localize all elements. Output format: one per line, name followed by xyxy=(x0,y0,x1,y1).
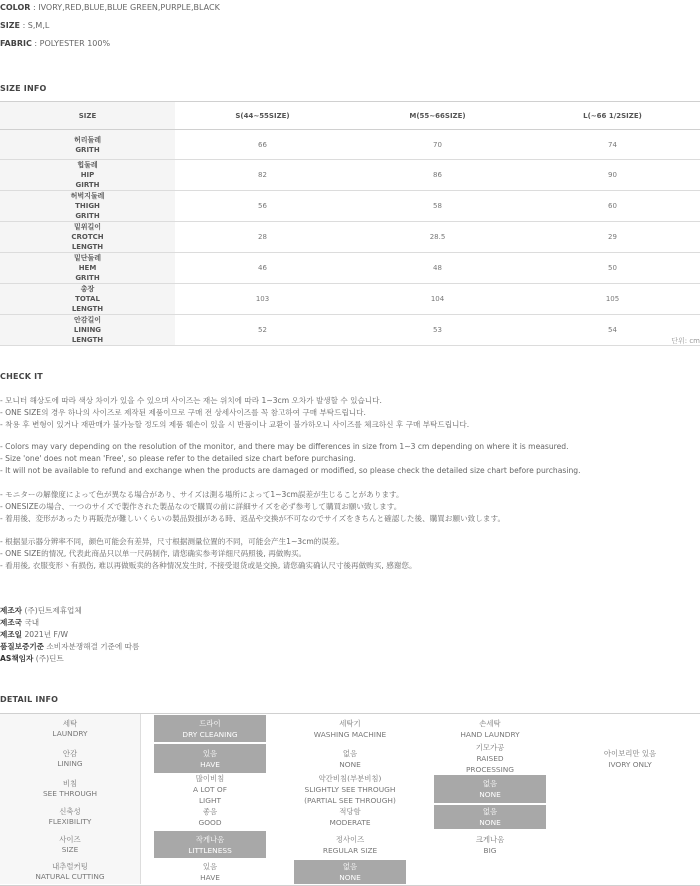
detail-option-line: RAISED xyxy=(476,754,504,763)
warranty-value: 소비자분쟁해결 기준에 따름 xyxy=(46,642,140,651)
size-row-label-line: 허리둘레 xyxy=(73,135,102,144)
size-value-cell: 58 xyxy=(350,191,525,222)
detail-row-label-line: 사이즈 xyxy=(59,834,81,844)
detail-option-selected xyxy=(154,715,266,742)
detail-option xyxy=(154,806,266,828)
size-row-label xyxy=(0,191,175,222)
detail-option-line: SLIGHTLY SEE THROUGH xyxy=(304,784,396,794)
detail-option-line: DRY CLEANING xyxy=(182,729,238,739)
size-row-label-line: LENGTH xyxy=(71,243,104,251)
size-row-label-line: 힙둘레 xyxy=(77,161,98,169)
date-label: 제조일 xyxy=(0,630,23,639)
color-value: : IVORY,RED,BLUE,BLUE GREEN,PURPLE,BLACK xyxy=(33,3,220,12)
check-it-line: - 着用後、変形があったり再販売が難しいくらいの製品毀損がある時、返品や交換が不可なのでサイズをきちんと確認した後、購買お願い致します。 xyxy=(0,514,506,523)
detail-option-line: 손세탁 xyxy=(479,718,501,728)
size-value-cell: 53 xyxy=(350,315,525,346)
detail-row-label-line: SIZE xyxy=(61,844,79,854)
detail-option-line: 약간비침(부분비침) xyxy=(318,773,382,783)
detail-option-line: 크게나옴 xyxy=(475,834,505,844)
check-it-line: - 모니터 해상도에 따라 색상 차이가 있을 수 있으며 사이즈는 재는 위치에 따라 1~3cm 오차가 발생할 수 있습니다. xyxy=(0,396,382,405)
check-it-line: - ONE SIZE的情况, 代表此商品只以单一尺码制作, 请您确实参考详细尺码照後, 再做购买。 xyxy=(0,549,307,558)
detail-row-label-line: 세탁 xyxy=(62,718,78,728)
unit-label: 단위: cm xyxy=(671,337,700,345)
size-header-s: S(44~55SIZE) xyxy=(175,102,350,130)
detail-option-line: GOOD xyxy=(198,818,222,827)
detail-option-line: 있음 xyxy=(202,748,218,758)
detail-option-line: 적당함 xyxy=(339,807,361,816)
detail-option-line: 드라이 xyxy=(199,718,221,728)
country-label: 제조국 xyxy=(0,618,23,627)
detail-option-selected xyxy=(434,805,546,829)
check-it-title: CHECK IT xyxy=(0,372,43,381)
size-row-label xyxy=(0,160,175,191)
detail-option-line: REGULAR SIZE xyxy=(322,845,378,855)
size-value-cell: 82 xyxy=(175,160,350,191)
detail-option xyxy=(294,718,406,740)
check-it-line: - Colors may vary depending on the resolution of the monitor, and there may be differences in size from 1~3 cm depending on where it is measured. xyxy=(0,442,569,451)
detail-option-line: A LOT OF xyxy=(192,784,227,794)
warranty-label: 품질보증기준 xyxy=(0,642,45,651)
size-row-label-line: GIRTH xyxy=(75,181,100,189)
detail-option-line: 없음 xyxy=(482,807,498,816)
detail-option-selected xyxy=(294,860,406,884)
detail-option-line: NONE xyxy=(339,873,361,882)
detail-option-line: 많이비침 xyxy=(195,773,225,783)
size-row-label xyxy=(0,130,175,160)
size-value-cell: 29 xyxy=(525,222,700,253)
size-row-label xyxy=(0,253,175,284)
detail-option-line: MODERATE xyxy=(329,818,371,827)
size-info-title: SIZE INFO xyxy=(0,84,47,93)
color-info xyxy=(0,3,220,12)
size-row xyxy=(0,315,700,346)
size-value-cell: 66 xyxy=(175,130,350,160)
size-value-cell: 70 xyxy=(350,130,525,160)
size-table xyxy=(0,101,700,346)
detail-option-line: 있음 xyxy=(202,862,218,871)
size-row-label-line: LINING xyxy=(73,326,102,334)
fabric-info xyxy=(0,39,110,48)
detail-row-label-line: LINING xyxy=(57,758,83,768)
as-label: AS책임자 xyxy=(0,654,34,663)
as-value: (주)딘트 xyxy=(35,654,64,663)
detail-option-selected xyxy=(154,831,266,858)
detail-option-line: BIG xyxy=(483,845,497,855)
size-value-cell: 28.5 xyxy=(350,222,525,253)
check-it-line: - 착용 후 변형이 있거나 재판매가 불가능할 정도의 제품 훼손이 있을 시 반품이나 교환이 불가하오니 사이즈를 체크하신 후 구매 부탁드립니다. xyxy=(0,420,470,429)
size-row-label-line: GRITH xyxy=(75,212,100,220)
detail-row-label-line: LAUNDRY xyxy=(52,728,88,738)
date-row xyxy=(0,629,68,640)
detail-option xyxy=(294,748,406,770)
size-row-label-line: GRITH xyxy=(75,145,100,154)
detail-row-label xyxy=(0,835,140,855)
detail-row-label xyxy=(0,749,140,769)
detail-row-label-line: 안감 xyxy=(62,748,78,758)
size-value-cell: 46 xyxy=(175,253,350,284)
size-value-cell: 48 xyxy=(350,253,525,284)
size-value-cell: 105 xyxy=(525,284,700,315)
size-value-cell: 52 xyxy=(175,315,350,346)
size-row-label-line: GRITH xyxy=(75,274,100,282)
detail-option-line: HAND LAUNDRY xyxy=(460,729,520,739)
detail-option xyxy=(294,773,406,806)
detail-option-selected xyxy=(434,775,546,803)
maker-label: 제조자 xyxy=(0,606,23,615)
size-row-label-line: LENGTH xyxy=(71,336,104,344)
size-row-label-line: HEM xyxy=(78,264,97,272)
warranty-row xyxy=(0,641,139,652)
detail-row-label xyxy=(0,779,140,799)
size-row-label-line: 안감길이 xyxy=(73,316,102,324)
detail-option xyxy=(154,773,266,806)
detail-table xyxy=(0,713,700,886)
fabric-label: FABRIC xyxy=(0,39,32,48)
size-value-cell: 54 xyxy=(525,315,700,346)
detail-option-selected xyxy=(154,744,266,773)
size-row xyxy=(0,222,700,253)
check-it-line: - It will not be available to refund and exchange when the products are damaged or modified, so please check the detailed size chart before purchasing. xyxy=(0,466,581,475)
detail-option-line: (PARTIAL SEE THROUGH) xyxy=(304,795,396,805)
size-value-cell: 56 xyxy=(175,191,350,222)
detail-option-line: PROCESSING xyxy=(465,765,515,774)
detail-option-line: LITTLENESS xyxy=(188,845,232,855)
detail-row-label xyxy=(0,862,140,882)
size-value-cell: 50 xyxy=(525,253,700,284)
detail-option xyxy=(434,834,546,856)
detail-row-label-line: 신축성 xyxy=(59,807,81,816)
fabric-value: : POLYESTER 100% xyxy=(34,39,111,48)
size-value-cell: 60 xyxy=(525,191,700,222)
size-header-m: M(55~66SIZE) xyxy=(350,102,525,130)
size-row-label-line: 총장 xyxy=(80,285,95,293)
detail-row-label xyxy=(0,807,140,827)
detail-option-line: NONE xyxy=(479,790,501,799)
detail-option xyxy=(434,742,546,775)
size-label: SIZE xyxy=(0,21,21,30)
detail-option xyxy=(154,861,266,883)
size-row-label-line: THIGH xyxy=(75,202,100,210)
date-value: 2021년 F/W xyxy=(24,630,68,639)
size-value-cell: 74 xyxy=(525,130,700,160)
check-it-line: - 根据显示器分辨率不同，颜色可能会有差异，尺寸根据测量位置的不同，可能会产生1~3cm的误差。 xyxy=(0,537,345,546)
detail-option-line: 없음 xyxy=(342,862,358,871)
size-row xyxy=(0,130,700,160)
detail-row-label-line: 내추럴커팅 xyxy=(52,862,88,871)
country-row xyxy=(0,617,39,628)
detail-option xyxy=(294,806,406,828)
size-row-label-line: LENGTH xyxy=(71,305,104,313)
check-it-line: - ONESIZEの場合、一つのサイズで製作された製品なので購買の前に詳細サイズを必ず参考して購買お願い致します。 xyxy=(0,502,402,511)
check-it-line: - Size 'one' does not mean 'Free', so please refer to the detailed size chart before purchasing. xyxy=(0,454,356,463)
detail-info-title: DETAIL INFO xyxy=(0,695,59,704)
detail-option-line: 기모가공 xyxy=(475,743,505,752)
as-row xyxy=(0,653,64,664)
detail-option xyxy=(294,834,406,856)
maker-value: (주)딘트제휴업체 xyxy=(24,606,82,615)
detail-option-line: 아이보리만 있음 xyxy=(603,748,657,758)
detail-option-line: HAVE xyxy=(200,759,220,769)
detail-option xyxy=(574,748,686,770)
size-info-line xyxy=(0,21,49,30)
maker-row xyxy=(0,605,82,616)
size-row xyxy=(0,191,700,222)
size-row-label-line: CROTCH xyxy=(71,233,104,241)
color-label: COLOR xyxy=(0,3,31,12)
size-header-label: SIZE xyxy=(0,102,175,130)
size-row-label-line: 허벅지둘레 xyxy=(70,192,105,200)
detail-option-line: 작게나옴 xyxy=(195,834,225,844)
detail-row-label-line: SEE THROUGH xyxy=(42,789,98,798)
detail-option-line: IVORY ONLY xyxy=(608,759,652,769)
size-row xyxy=(0,160,700,191)
size-value-cell: 28 xyxy=(175,222,350,253)
detail-option-line: 없음 xyxy=(342,748,358,758)
detail-row-label-line: 비침 xyxy=(62,779,78,788)
detail-option-line: 세탁기 xyxy=(339,718,361,728)
size-value-cell: 104 xyxy=(350,284,525,315)
detail-option xyxy=(434,718,546,740)
size-row-label xyxy=(0,315,175,346)
size-row-label xyxy=(0,284,175,315)
detail-option-line: HAVE xyxy=(200,873,220,882)
size-row-label xyxy=(0,222,175,253)
detail-option-line: WASHING MACHINE xyxy=(313,729,387,739)
size-header-l: L(~66 1/2SIZE) xyxy=(525,102,700,130)
size-row-label-line: 밑위길이 xyxy=(73,223,102,231)
size-value: : S,M,L xyxy=(22,21,50,30)
size-value-cell: 90 xyxy=(525,160,700,191)
detail-row-label xyxy=(0,719,140,739)
check-it-line: - ONE SIZE의 경우 하나의 사이즈로 제작된 제품이므로 구매 전 상세사이즈를 꼭 참고하여 구매 부탁드립니다. xyxy=(0,408,366,417)
detail-option-line: 없음 xyxy=(482,779,498,788)
detail-option-line: NONE xyxy=(339,759,361,769)
size-row xyxy=(0,284,700,315)
detail-row-label-line: FLEXIBILITY xyxy=(48,817,92,826)
detail-option-line: LIGHT xyxy=(198,795,222,805)
detail-option-line: 정사이즈 xyxy=(335,834,365,844)
detail-option-line: NONE xyxy=(479,818,501,827)
size-value-cell: 86 xyxy=(350,160,525,191)
size-value-cell: 103 xyxy=(175,284,350,315)
check-it-line: - 看用後, 衣服变形丶有损伤, 难以再做贩卖的各种情况发生时, 不接受退货或是交换, 请您确实确认尺寸後再做购买, 感谢您。 xyxy=(0,561,417,570)
check-it-line: - モニターの解像度によって色が異なる場合があり、サイズは測る場所によって1~3cm誤差が生じることがあります。 xyxy=(0,490,404,499)
detail-option-line: 좋음 xyxy=(202,807,218,816)
size-row-label-line: 밑단둘레 xyxy=(73,254,102,262)
country-value: 국내 xyxy=(24,618,40,627)
size-row xyxy=(0,253,700,284)
size-row-label-line: TOTAL xyxy=(75,295,100,303)
detail-row-label-line: NATURAL CUTTING xyxy=(35,872,105,881)
size-row-label-line: HIP xyxy=(80,171,95,179)
